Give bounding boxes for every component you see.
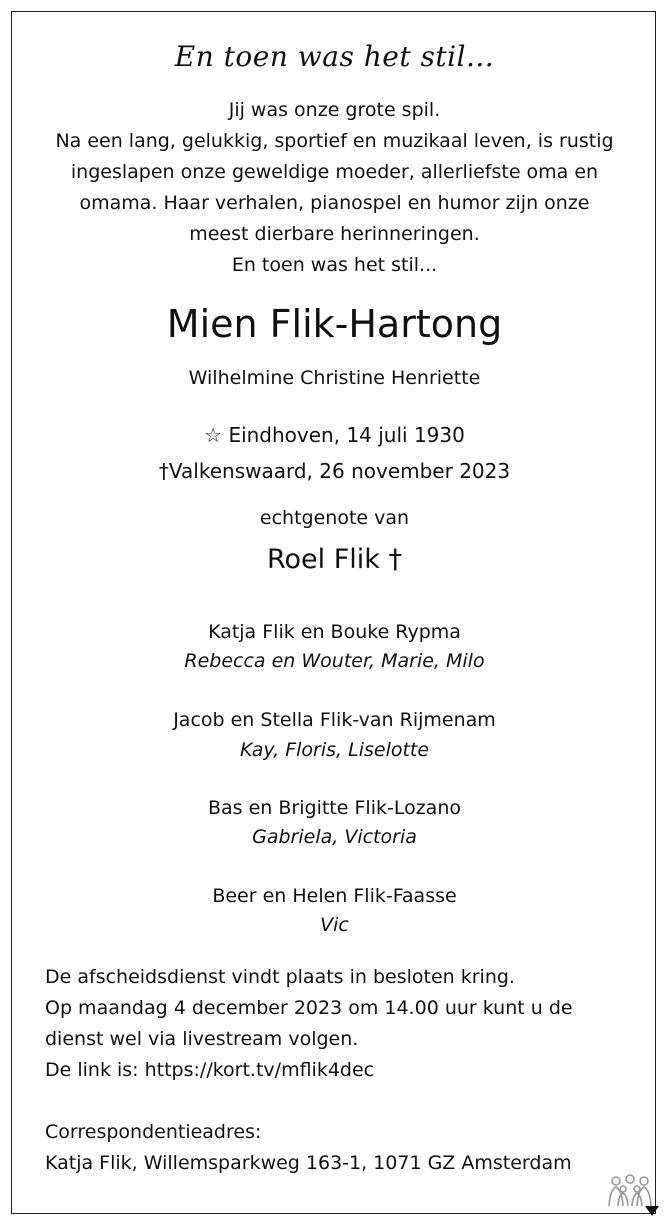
birth-text: Eindhoven, 14 juli 1930 <box>228 423 465 447</box>
poem-line: meest dierbare herinneringen. <box>189 223 480 245</box>
correspondence-label: Correspondentieadres: <box>45 1121 262 1143</box>
poem-line: ingeslapen onze geweldige moeder, allerliefste oma en <box>70 161 599 183</box>
death-line <box>0 459 669 483</box>
spouse-line <box>0 544 669 575</box>
spouse-name: Roel Flik <box>266 544 380 575</box>
star-icon: ☆ <box>204 423 223 447</box>
family-parents: Jacob en Stella Flik-van Rijmenam <box>173 709 496 731</box>
poem-line: Na een lang, gelukkig, sportief en muzikaal leven, is rustig <box>55 130 614 152</box>
given-names: Wilhelmine Christine Henriette <box>188 367 481 389</box>
family-parents: Katja Flik en Bouke Rypma <box>208 621 461 643</box>
birth-line <box>0 423 669 447</box>
service-line: Op maandag 4 december 2023 om 14.00 uur kunt u de <box>45 997 573 1019</box>
family-children: Vic <box>320 914 349 936</box>
family-children: Kay, Floris, Liselotte <box>239 739 430 761</box>
poem-line: omama. Haar verhalen, pianospel en humor zijn onze <box>79 192 590 214</box>
cross-icon: † <box>388 544 403 575</box>
death-text: Valkenswaard, 26 november 2023 <box>168 459 511 483</box>
service-line: De afscheidsdienst vindt plaats in besloten kring. <box>45 966 515 988</box>
spouse-intro: echtgenote van <box>259 507 410 529</box>
family-parents: Beer en Helen Flik-Faasse <box>212 885 457 907</box>
opening-line: En toen was het stil... <box>174 40 495 73</box>
family-children: Gabriela, Victoria <box>252 826 417 848</box>
family-children: Rebecca en Wouter, Marie, Milo <box>184 650 485 672</box>
family-logo-icon <box>606 1174 654 1208</box>
family-parents: Bas en Brigitte Flik-Lozano <box>208 797 461 819</box>
poem-line: Jij was onze grote spil. <box>228 99 441 121</box>
poem-line: En toen was het stil... <box>231 254 438 276</box>
livestream-link[interactable]: De link is: https://kort.tv/mflik4dec <box>45 1059 375 1081</box>
service-line: dienst wel via livestream volgen. <box>45 1028 359 1050</box>
triangle-marker-icon <box>645 1206 659 1216</box>
deceased-name: Mien Flik-Hartong <box>166 302 503 346</box>
cross-icon: † <box>158 459 169 483</box>
correspondence-address: Katja Flik, Willemsparkweg 163-1, 1071 GZ Amsterdam <box>45 1152 572 1174</box>
